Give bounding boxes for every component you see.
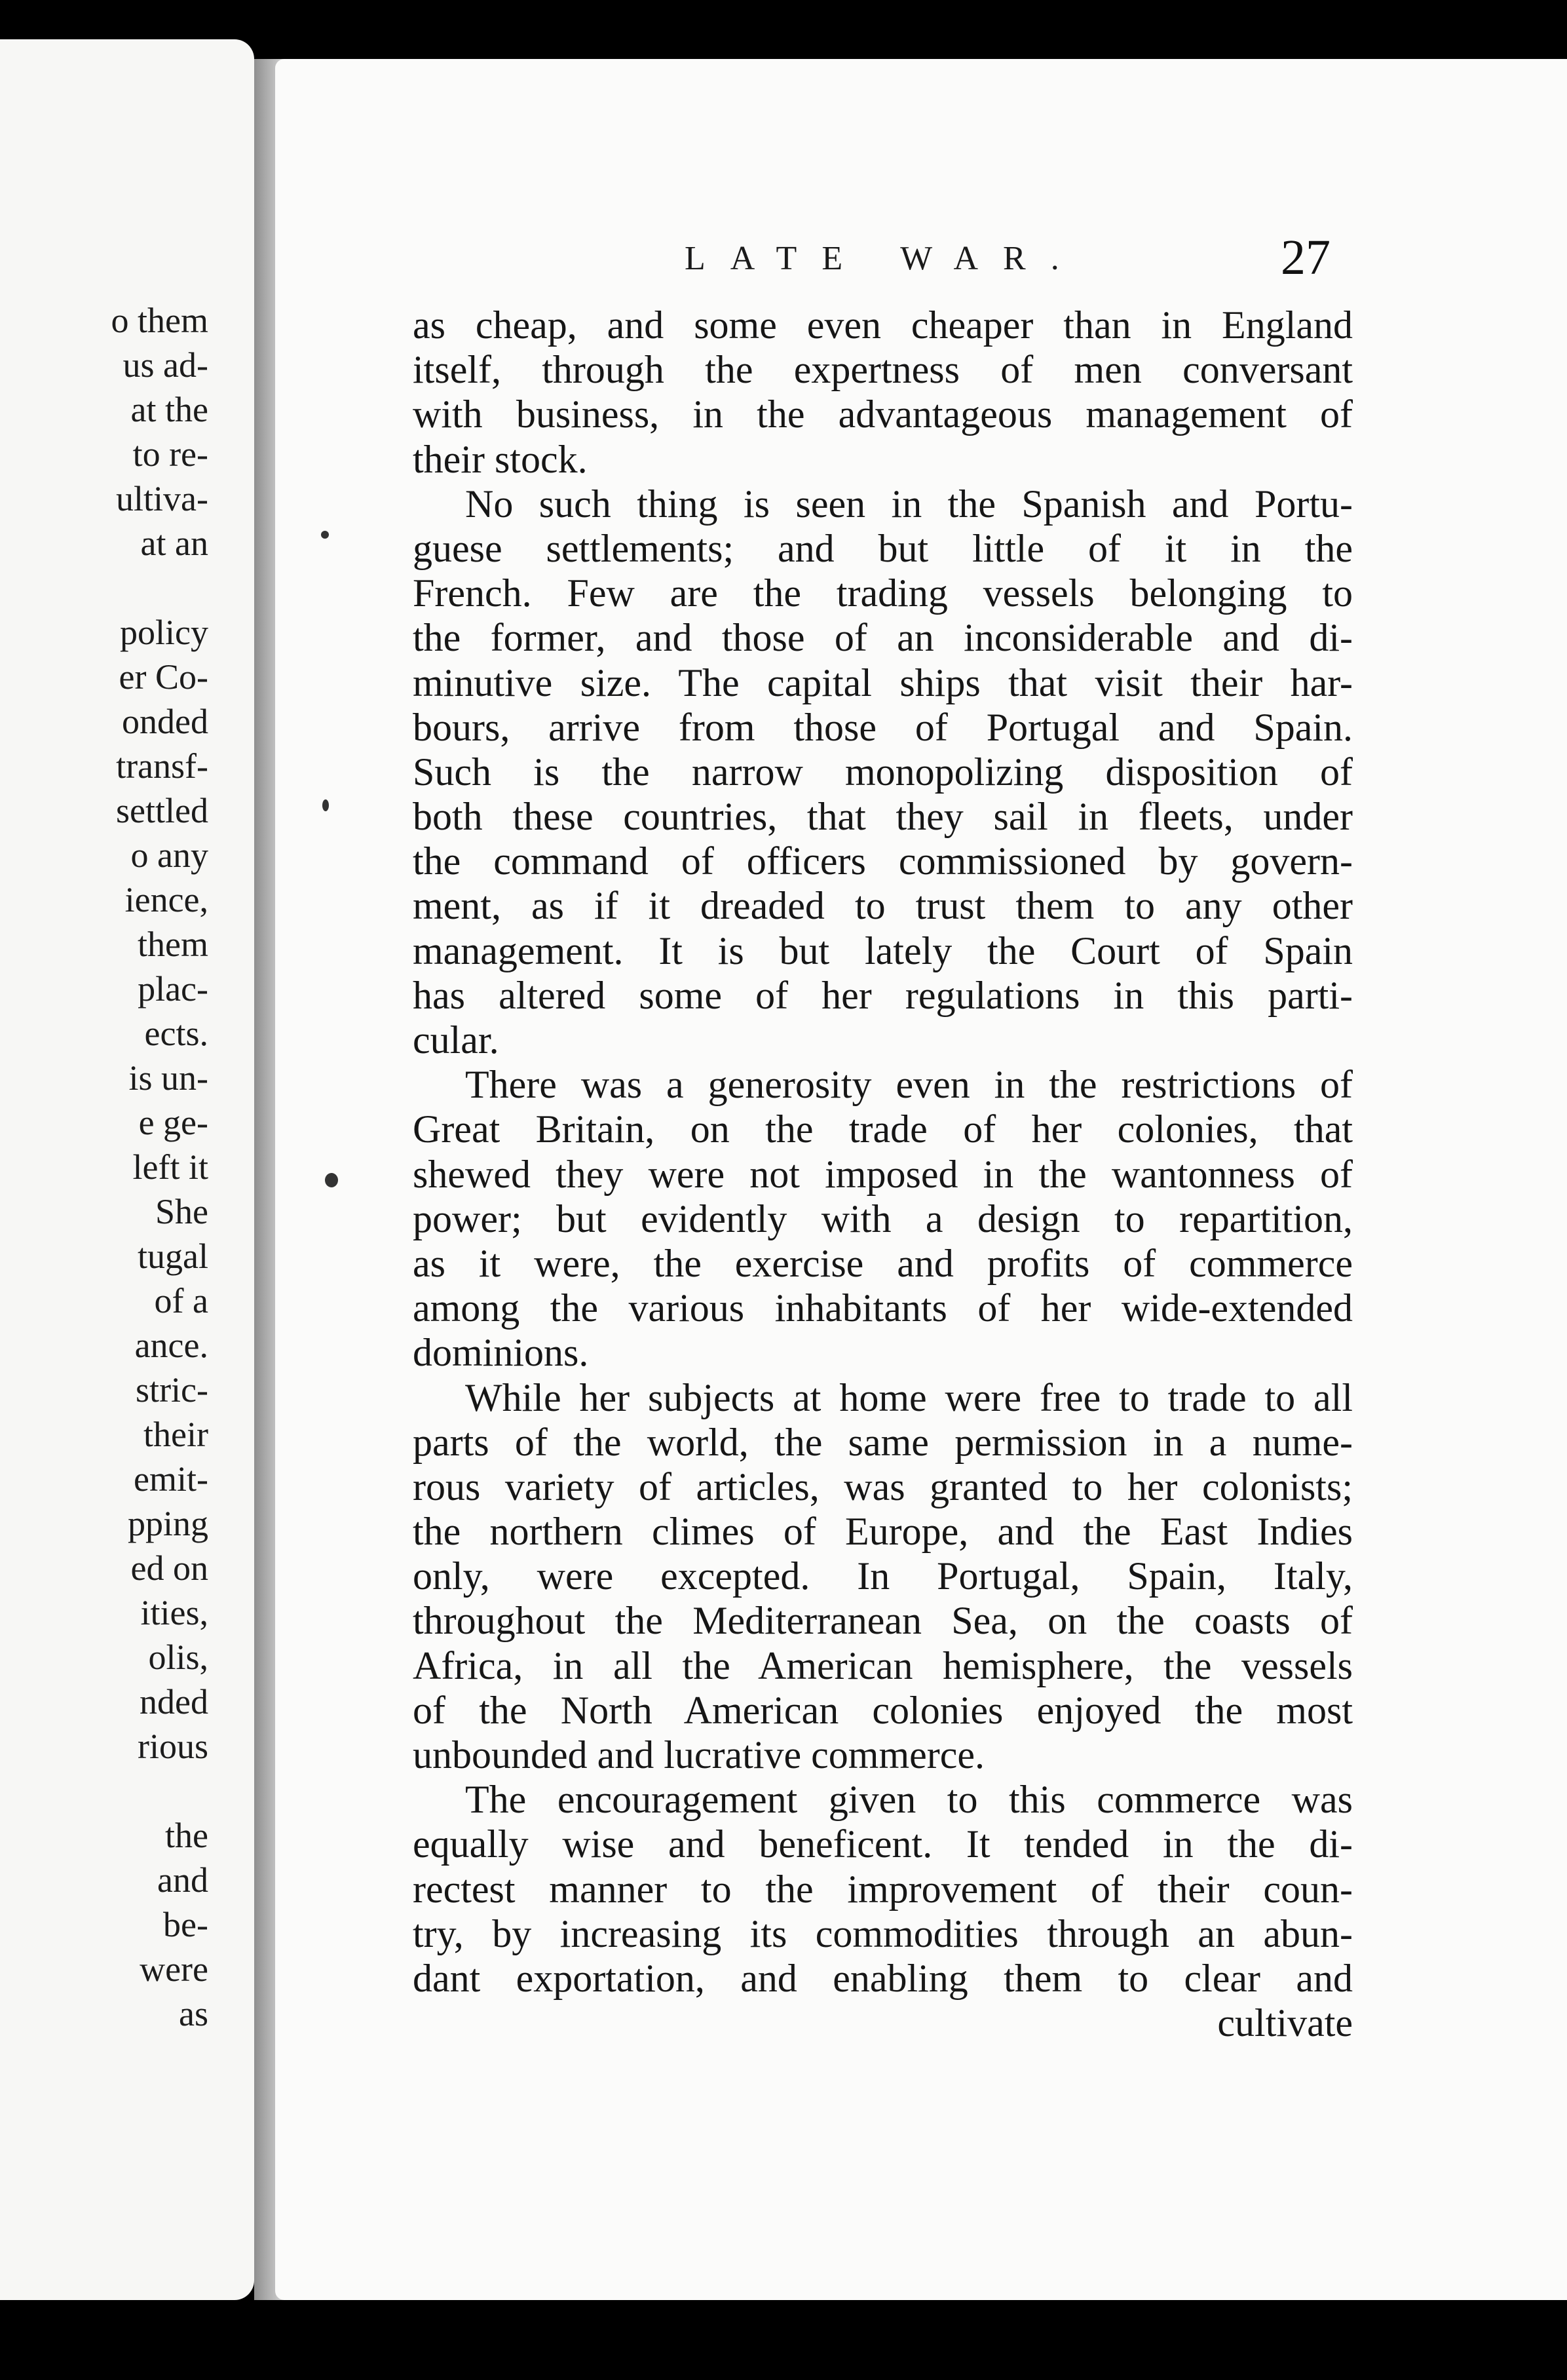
- facing-page-line: to re-: [132, 434, 208, 474]
- text-line: their stock.: [413, 437, 588, 481]
- text-line: No such thing is seen in the Spanish and Portu-: [465, 482, 1353, 526]
- facing-page-line: settled: [116, 791, 208, 830]
- facing-page-line: us ad-: [123, 345, 208, 385]
- facing-page-line: transf-: [116, 746, 208, 786]
- text-line: the command of officers commissioned by govern-: [413, 839, 1353, 883]
- facing-page-line: is un-: [128, 1058, 208, 1098]
- facing-page-line: their: [143, 1415, 208, 1454]
- text-line: try, by increasing its commodities through an abun-: [413, 1911, 1353, 1955]
- text-line: as cheap, and some even cheaper than in England: [413, 303, 1353, 347]
- text-line: While her subjects at home were free to trade to all: [465, 1375, 1353, 1419]
- text-line: The encouragement given to this commerce was: [465, 1778, 1353, 1822]
- ink-speck: [321, 531, 329, 539]
- text-line: rectest manner to the improvement of their coun-: [413, 1867, 1353, 1911]
- text-line: guese settlements; and but little of it in the: [413, 526, 1353, 570]
- facing-page-line: and: [157, 1860, 208, 1900]
- text-line: parts of the world, the same permission in a nume-: [413, 1420, 1353, 1464]
- facing-page-line: them: [138, 925, 208, 964]
- text-line: There was a generosity even in the restrictions of: [465, 1063, 1353, 1107]
- facing-page-line: emit-: [134, 1459, 208, 1499]
- facing-page-line: at an: [140, 524, 208, 563]
- text-line: Such is the narrow monopolizing disposition of: [413, 750, 1353, 794]
- text-line: the northern climes of Europe, and the East Indies: [413, 1510, 1353, 1554]
- text-line: itself, through the expertness of men conversant: [413, 348, 1353, 392]
- text-line: only, were excepted. In Portugal, Spain, Italy,: [413, 1554, 1353, 1598]
- text-line: among the various inhabitants of her wide-extended: [413, 1286, 1353, 1330]
- facing-page-line: nded: [140, 1682, 208, 1721]
- facing-page-line: tugal: [138, 1237, 208, 1276]
- facing-page-line: policy: [120, 613, 208, 652]
- facing-page-line: pping: [127, 1504, 208, 1543]
- text-line: shewed they were not imposed in the wantonness of: [413, 1152, 1353, 1196]
- facing-page-line: rious: [138, 1727, 208, 1766]
- facing-page-line: ance.: [134, 1326, 208, 1365]
- text-line: of the North American colonies enjoyed the most: [413, 1688, 1353, 1732]
- body-text: [413, 303, 1353, 2045]
- page-number: 27: [1281, 230, 1331, 285]
- facing-page-line: o them: [111, 301, 208, 340]
- catchword: cultivate: [1217, 2001, 1353, 2045]
- facing-page-line: be-: [163, 1905, 208, 1944]
- facing-page-line: ed on: [130, 1548, 208, 1588]
- text-line: has altered some of her regulations in this parti-: [413, 973, 1353, 1017]
- facing-page-line: ultiva-: [116, 479, 208, 518]
- text-line: power; but evidently with a design to repartition,: [413, 1197, 1353, 1240]
- text-line: as it were, the exercise and profits of commerce: [413, 1241, 1353, 1285]
- text-line: cular.: [413, 1018, 499, 1062]
- text-line: the former, and those of an inconsiderable and di-: [413, 616, 1353, 660]
- facing-page-line: o any: [130, 835, 208, 875]
- facing-page-line: the: [165, 1816, 208, 1855]
- text-line: equally wise and beneficent. It tended in the di-: [413, 1822, 1353, 1866]
- facing-page-line: left it: [132, 1147, 208, 1187]
- text-line: unbounded and lucrative commerce.: [413, 1733, 985, 1776]
- text-line: bours, arrive from those of Portugal and Spain.: [413, 705, 1353, 749]
- text-line: dominions.: [413, 1331, 589, 1375]
- facing-page-line: olis,: [148, 1638, 208, 1677]
- text-line: Great Britain, on the trade of her colonies, that: [413, 1107, 1353, 1151]
- ink-speck: [325, 1173, 338, 1187]
- text-line: rous variety of articles, was granted to her colonists;: [413, 1465, 1353, 1508]
- facing-page-line: ience,: [124, 880, 208, 919]
- facing-page-line: er Co-: [119, 657, 208, 697]
- running-head: LATE WAR.: [685, 240, 1084, 277]
- text-line: management. It is but lately the Court of Spain: [413, 929, 1353, 972]
- facing-page-line: plac-: [138, 969, 208, 1008]
- facing-page-line: She: [155, 1192, 208, 1231]
- facing-page-line: were: [140, 1949, 208, 1989]
- text-line: French. Few are the trading vessels belonging to: [413, 571, 1353, 615]
- text-line: minutive size. The capital ships that visit their har-: [413, 661, 1353, 704]
- text-line: ment, as if it dreaded to trust them to any other: [413, 884, 1353, 928]
- facing-page-line: stric-: [136, 1370, 208, 1410]
- facing-page-line: e ge-: [138, 1103, 208, 1142]
- text-line: both these countries, that they sail in fleets, under: [413, 795, 1353, 839]
- text-line: dant exportation, and enabling them to clear and: [413, 1956, 1353, 2000]
- text-line: throughout the Mediterranean Sea, on the coasts of: [413, 1599, 1353, 1643]
- text-line: with business, in the advantageous management of: [413, 393, 1353, 436]
- facing-page-line: ities,: [140, 1593, 208, 1632]
- facing-page-line: onded: [122, 702, 208, 741]
- facing-page-line: as: [179, 1994, 208, 2033]
- facing-page-line: at the: [130, 390, 208, 429]
- ink-speck: [322, 799, 329, 811]
- facing-page-line: ects.: [144, 1014, 208, 1053]
- facing-page: [0, 39, 254, 2300]
- text-line: Africa, in all the American hemisphere, the vessels: [413, 1643, 1353, 1687]
- facing-page-line: of a: [154, 1281, 208, 1320]
